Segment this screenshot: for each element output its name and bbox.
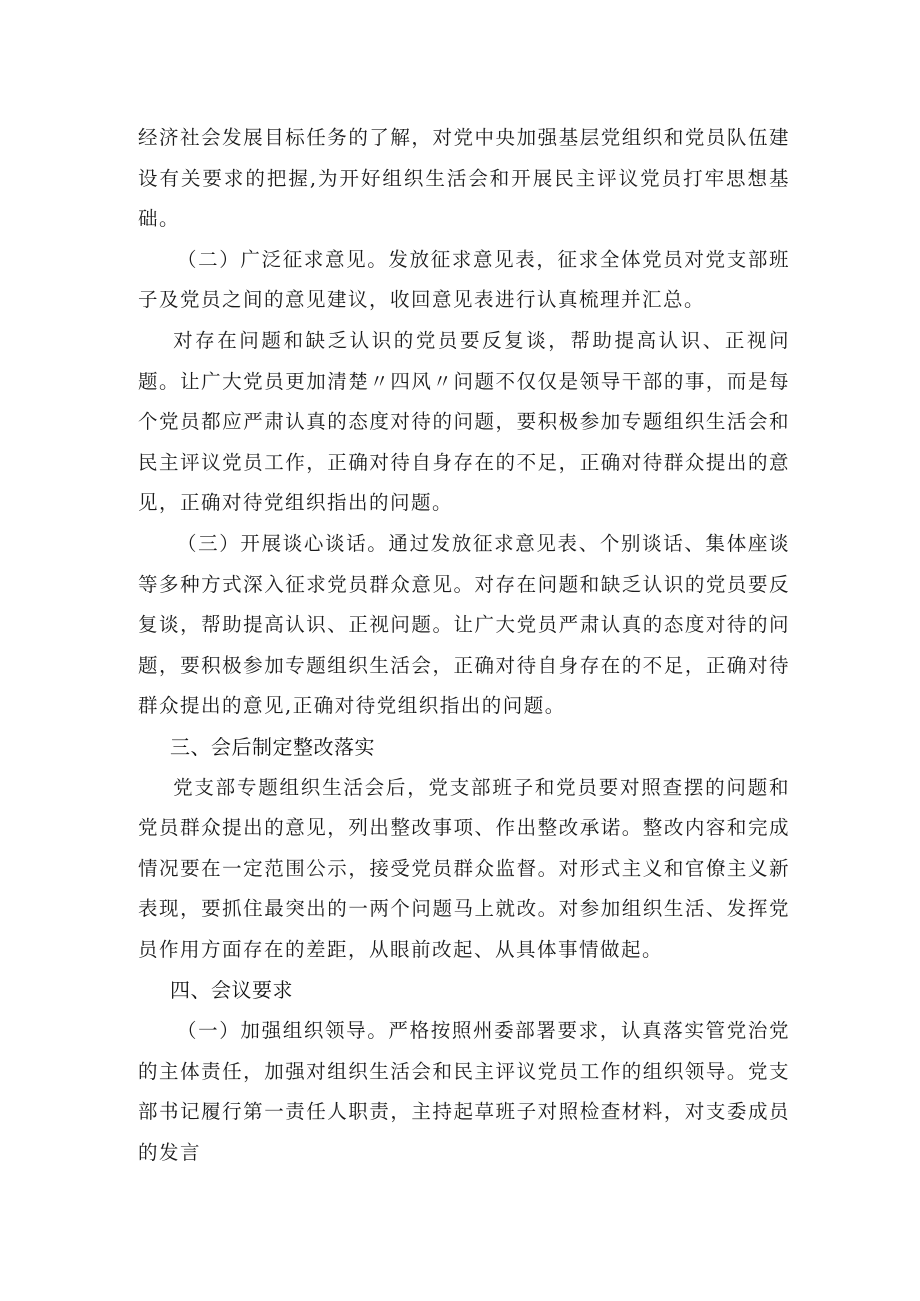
paragraph-continuation: 经济社会发展目标任务的了解，对党中央加强基层党组织和党员队伍建设有关要求的把握,为开好组织生活会和开展民主评议党员打牢思想基础。	[138, 126, 790, 231]
paragraph-repeated-talks: 对存在问题和缺乏认识的党员要反复谈，帮助提高认识、正视问题。让广大党员更加清楚〃四风〃问题不仅仅是领导干部的事，而是每个党员都应严肃认真的态度对待的问题，要积极参加专题组织生活会和民主评议党员工作，正确对待自身存在的不足，正确对待群众提出的意见，正确对待党组织指出的问题。	[138, 328, 790, 515]
paragraph-heart-to-heart-talks: （三）开展谈心谈话。通过发放征求意见表、个别谈话、集体座谈等多种方式深入征求党员群众意见。对存在问题和缺乏认识的党员要反复谈，帮助提高认识、正视问题。让广大党员严肃认真的态度对待的问题，要积极参加专题组织生活会，正确对待自身存在的不足，正确对待群众提出的意见,正确对待党组织指出的问题。	[138, 531, 790, 718]
section-heading-meeting-requirements: 四、会议要求	[170, 978, 293, 1003]
paragraph-rectification: 党支部专题组织生活会后，党支部班子和党员要对照查摆的问题和党员群众提出的意见，列出整改事项、作出整改承诺。整改内容和完成情况要在一定范围公示，接受党员群众监督。对形式主义和官僚主义新表现，要抓住最突出的一两个问题马上就改。对参加组织生活、发挥党员作用方面存在的差距，从眼前改起、从具体事情做起。	[138, 775, 790, 961]
paragraph-strengthen-leadership: （一）加强组织领导。严格按照州委部署要求，认真落实管党治党的主体责任，加强对组织生活会和民主评议党员工作的组织领导。党支部书记履行第一责任人职责，主持起草班子对照检查材料，对支委成员的发言	[138, 1019, 790, 1164]
paragraph-solicit-opinions: （二）广泛征求意见。发放征求意见表，征求全体党员对党支部班子及党员之间的意见建议，收回意见表进行认真梳理并汇总。	[138, 247, 790, 312]
document-body	[138, 118, 790, 1173]
section-heading-rectification: 三、会后制定整改落实	[170, 734, 375, 759]
